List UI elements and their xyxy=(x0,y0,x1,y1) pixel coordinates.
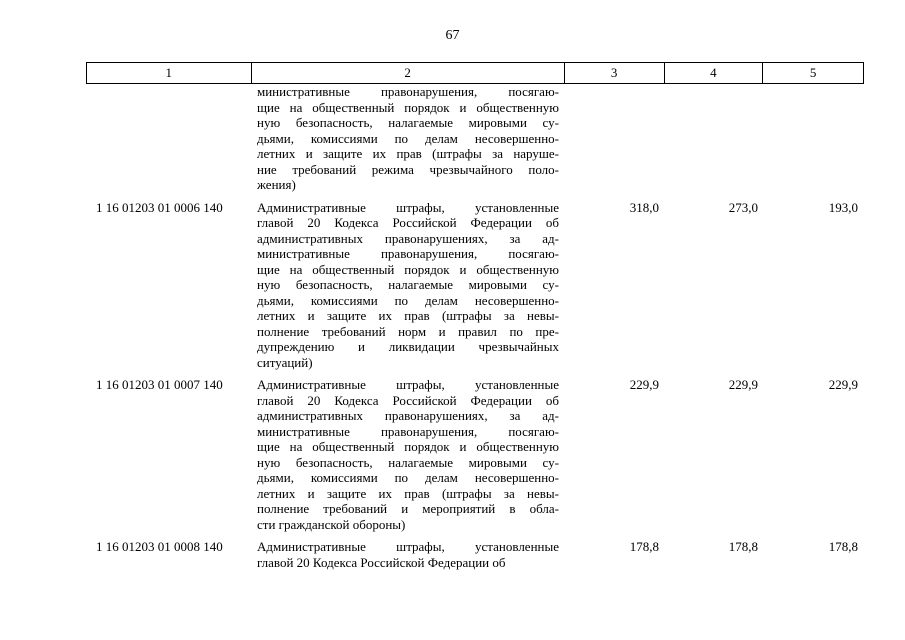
description-line: дупреждению и ликвидации чрезвычайных xyxy=(257,339,559,354)
description-line: министративные правонарушения, посягаю- xyxy=(257,423,559,439)
description-line: летних и защите их прав (штрафы за наруше- xyxy=(257,146,559,161)
description-line: летних и защите их прав (штрафы за невы- xyxy=(257,308,559,323)
description-line: ситуаций) xyxy=(257,354,313,370)
description-line: министративные правонарушения, посягаю- xyxy=(257,246,559,261)
table-row xyxy=(86,200,864,371)
table-row xyxy=(86,377,864,532)
amount-v3: 178,8 xyxy=(629,539,659,554)
amount-v4: 229,9 xyxy=(728,377,758,392)
amount-v4: 178,8 xyxy=(728,539,758,554)
header-col-2: 2 xyxy=(252,63,565,83)
budget-code: 1 16 01203 01 0006 140 xyxy=(96,199,223,215)
row-gap xyxy=(86,532,864,539)
description xyxy=(251,200,565,371)
description-line: полнение требований норм и правил по пре- xyxy=(257,323,559,339)
budget-code: 1 16 01203 01 0007 140 xyxy=(96,377,223,392)
table-body xyxy=(86,84,864,570)
row-gap xyxy=(86,193,864,200)
amount-v4: 273,0 xyxy=(728,199,758,215)
page-number: 67 xyxy=(445,28,460,43)
description-line: Административные штрафы, установленные xyxy=(257,377,559,392)
description-line: ную безопасность, налагаемые мировыми су- xyxy=(257,454,559,470)
header-col-4: 4 xyxy=(665,63,764,83)
amount-v3: 318,0 xyxy=(629,199,659,215)
amount-v4 xyxy=(665,84,764,193)
amount-v5: 178,8 xyxy=(828,539,858,554)
description-line: Административные штрафы, установленные xyxy=(257,199,559,215)
budget-code: 1 16 01203 01 0008 140 xyxy=(96,539,223,554)
description-line: ние требований режима чрезвычайного поло- xyxy=(257,161,559,177)
description-line: главой 20 Кодекса Российской Федерации об xyxy=(257,392,559,408)
header-col-3: 3 xyxy=(565,63,665,83)
description-line: Административные штрафы, установленные xyxy=(257,539,559,554)
description xyxy=(251,377,565,532)
description-line: дьями, комиссиями по делам несовершенно- xyxy=(257,292,559,308)
table-row xyxy=(86,84,864,193)
header-col-5: 5 xyxy=(809,65,817,80)
description-line: щие на общественный порядок и общественную xyxy=(257,99,559,115)
description-line: щие на общественный порядок и общественную xyxy=(257,261,559,277)
description-line: дьями, комиссиями по делам несовершенно- xyxy=(257,470,559,485)
description-line: полнение требований и мероприятий в обла- xyxy=(257,501,559,516)
description-line: жения) xyxy=(257,177,296,192)
header-col-1: 1 xyxy=(87,63,252,83)
description xyxy=(251,84,565,193)
description-line: министративные правонарушения, посягаю- xyxy=(257,84,559,99)
amount-v3: 229,9 xyxy=(629,377,659,392)
amount-v5: 193,0 xyxy=(828,199,858,215)
description-line: летних и защите их прав (штрафы за невы- xyxy=(257,485,559,501)
amount-v5 xyxy=(764,84,864,193)
table-header xyxy=(86,62,864,84)
amount-v5: 229,9 xyxy=(828,377,858,392)
description-line: дьями, комиссиями по делам несовершенно- xyxy=(257,130,559,146)
table-row xyxy=(86,539,864,570)
description xyxy=(251,539,565,570)
description-line: главой 20 Кодекса Российской Федерации об xyxy=(257,554,506,570)
description-line: ную безопасность, налагаемые мировыми су- xyxy=(257,115,559,130)
description-line: щие на общественный порядок и общественную xyxy=(257,439,559,454)
description-line: административных правонарушениях, за ад- xyxy=(257,408,559,423)
budget-code xyxy=(86,84,251,193)
description-line: ную безопасность, налагаемые мировыми су- xyxy=(257,277,559,292)
description-line: главой 20 Кодекса Российской Федерации об xyxy=(257,215,559,230)
row-gap xyxy=(86,370,864,377)
amount-v3 xyxy=(565,84,665,193)
description-line: сти гражданской обороны) xyxy=(257,516,406,532)
description-line: административных правонарушениях, за ад- xyxy=(257,230,559,246)
